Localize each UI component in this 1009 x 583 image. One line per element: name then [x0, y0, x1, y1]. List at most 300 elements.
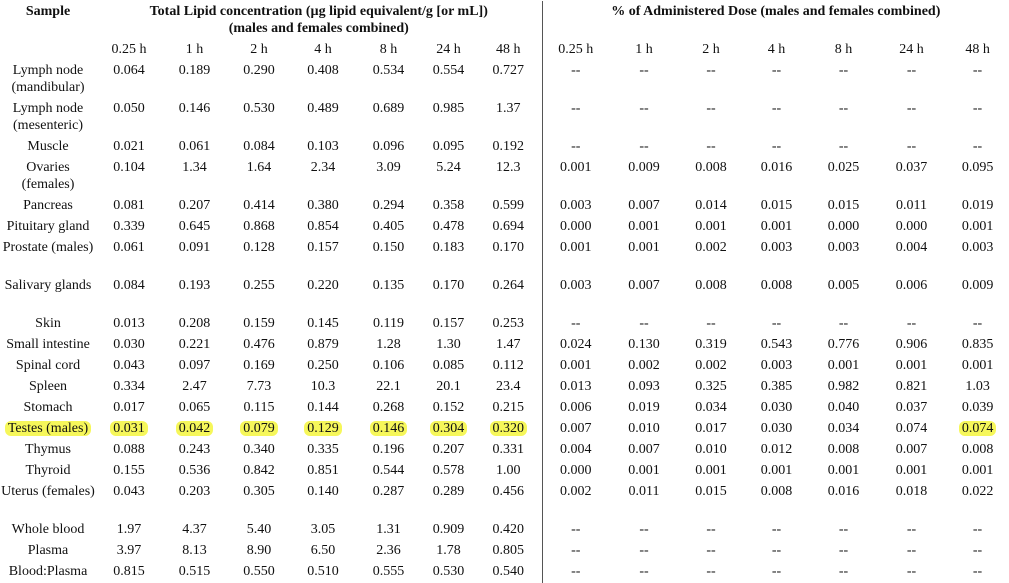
- cell-value: --: [906, 543, 917, 558]
- administered-dose-cell: [743, 440, 810, 461]
- lipid-concentration-cell: [162, 541, 227, 562]
- lipid-concentration-cell: [355, 356, 422, 377]
- lipid-concentration-cell: [355, 238, 422, 276]
- lipid-concentration-cell: [227, 520, 291, 541]
- cell-value: --: [906, 63, 917, 78]
- lipid-concentration-cell: [227, 419, 291, 440]
- cell-value: 3.05: [310, 522, 336, 537]
- administered-dose-cell: [810, 398, 877, 419]
- cell-value: 1.34: [182, 160, 207, 175]
- blank-header-cell: [0, 41, 96, 61]
- lipid-concentration-cell: [96, 440, 162, 461]
- administered-dose-cell: [542, 196, 609, 217]
- highlighted-value: 0.079: [240, 421, 278, 436]
- cell-value: 0.084: [113, 278, 145, 293]
- cell-value: --: [838, 543, 849, 558]
- cell-value: 0.334: [113, 379, 145, 394]
- cell-value: 0.112: [492, 358, 524, 373]
- cell-value: 0.001: [560, 358, 592, 373]
- administered-dose-cell: [679, 158, 743, 196]
- administered-dose-cell: [877, 335, 946, 356]
- administered-dose-cell: [946, 158, 1009, 196]
- cell-value: 0.253: [492, 316, 525, 331]
- administered-dose-cell: [946, 461, 1009, 482]
- lipid-concentration-cell: [96, 217, 162, 238]
- cell-value: 0.030: [760, 421, 793, 436]
- administered-dose-cell: [810, 377, 877, 398]
- cell-value: --: [639, 139, 649, 154]
- administered-dose-cell: [810, 217, 877, 238]
- cell-value: 0.001: [695, 463, 727, 478]
- cell-value: 0.196: [372, 442, 405, 457]
- cell-value: --: [972, 63, 983, 78]
- lipid-concentration-cell: [355, 314, 422, 335]
- table-row: [0, 440, 1009, 461]
- cell-value: 0.152: [432, 400, 465, 415]
- cell-value: Lymph node (mandibular): [11, 63, 85, 95]
- cell-value: 0.003: [760, 240, 793, 255]
- cell-value: 0.016: [827, 484, 860, 499]
- administered-dose-cell: [609, 419, 679, 440]
- cell-value: Small intestine: [6, 337, 90, 352]
- lipid-concentration-cell: [291, 398, 355, 419]
- administered-dose-cell: [877, 461, 946, 482]
- table-body: [0, 61, 1009, 583]
- cell-value: 0.339: [113, 219, 145, 234]
- cell-value: --: [706, 564, 716, 579]
- highlighted-value: 0.304: [430, 421, 468, 436]
- cell-value: 0.290: [243, 63, 275, 78]
- cell-value: 0.689: [372, 101, 405, 116]
- cell-value: 0.405: [372, 219, 405, 234]
- cell-value: 0.003: [827, 240, 860, 255]
- cell-value: 0.030: [760, 400, 793, 415]
- lipid-concentration-cell: [422, 377, 475, 398]
- cell-value: 2.47: [182, 379, 207, 394]
- administered-dose-cell: [877, 482, 946, 520]
- cell-value: 0.128: [243, 240, 275, 255]
- administered-dose-cell: [810, 482, 877, 520]
- lipid-concentration-cell: [227, 440, 291, 461]
- cell-value: 0.000: [560, 219, 592, 234]
- cell-value: 0.835: [961, 337, 994, 352]
- administered-dose-cell: [946, 398, 1009, 419]
- cell-value: 0.002: [628, 358, 660, 373]
- cell-value: 0.093: [628, 379, 660, 394]
- lipid-concentration-cell: [291, 541, 355, 562]
- administered-dose-cell: [743, 562, 810, 583]
- cell-value: 0.003: [961, 240, 994, 255]
- cell-value: 1.30: [436, 337, 461, 352]
- lipid-concentration-header-line1: Total Lipid concentration (µg lipid equivalent/g [or mL]): [149, 4, 488, 19]
- lipid-concentration-cell: [162, 217, 227, 238]
- lipid-concentration-cell: [355, 419, 422, 440]
- cell-value: --: [838, 522, 849, 537]
- lipid-concentration-cell: [291, 562, 355, 583]
- cell-value: 0.017: [113, 400, 145, 415]
- cell-value: 2.36: [376, 543, 401, 558]
- lipid-concentration-cell: [291, 61, 355, 99]
- cell-value: 0.157: [307, 240, 339, 255]
- lipid-concentration-cell: [227, 461, 291, 482]
- cell-value: 0.001: [560, 160, 592, 175]
- cell-value: 0.096: [372, 139, 405, 154]
- cell-value: Salivary glands: [4, 278, 92, 293]
- lipid-concentration-cell: [162, 461, 227, 482]
- table-row: [0, 335, 1009, 356]
- sample-name-cell: [0, 99, 96, 137]
- cell-value: Spleen: [28, 379, 68, 394]
- cell-value: 0.851: [307, 463, 339, 478]
- cell-value: --: [571, 522, 581, 537]
- lipid-concentration-cell: [422, 61, 475, 99]
- administered-dose-cell: [877, 314, 946, 335]
- cell-value: 0.815: [113, 564, 145, 579]
- cell-value: 20.1: [436, 379, 461, 394]
- administered-dose-cell: [877, 276, 946, 314]
- lipid-concentration-cell: [475, 99, 542, 137]
- table-row: [0, 158, 1009, 196]
- lipid-concentration-cell: [355, 99, 422, 137]
- cell-value: 0.220: [307, 278, 339, 293]
- administered-dose-cell: [743, 461, 810, 482]
- timepoint-header: 1 h: [635, 42, 653, 57]
- lipid-concentration-cell: [475, 61, 542, 99]
- cell-value: 0.001: [628, 219, 660, 234]
- cell-value: Pituitary gland: [6, 219, 90, 234]
- administered-dose-cell: [542, 276, 609, 314]
- cell-value: 0.510: [307, 564, 339, 579]
- cell-value: 0.331: [492, 442, 525, 457]
- cell-value: 0.879: [307, 337, 339, 352]
- administered-dose-cell: [877, 520, 946, 541]
- lipid-concentration-cell: [96, 314, 162, 335]
- cell-value: 0.414: [243, 198, 275, 213]
- table-row: [0, 196, 1009, 217]
- lipid-concentration-cell: [291, 196, 355, 217]
- cell-value: 0.022: [961, 484, 994, 499]
- cell-value: 0.016: [760, 160, 793, 175]
- administered-dose-cell: [609, 217, 679, 238]
- cell-value: 0.456: [492, 484, 525, 499]
- cell-value: 0.155: [113, 463, 145, 478]
- lipid-concentration-cell: [291, 276, 355, 314]
- cell-value: 0.021: [113, 139, 145, 154]
- lipid-concentration-cell: [162, 335, 227, 356]
- administered-dose-cell: [542, 356, 609, 377]
- administered-dose-cell: [609, 520, 679, 541]
- lipid-concentration-cell: [355, 562, 422, 583]
- administered-dose-cell: [542, 461, 609, 482]
- cell-value: 0.340: [243, 442, 275, 457]
- lipid-concentration-cell: [227, 335, 291, 356]
- timepoint-header: 8 h: [834, 42, 853, 57]
- cell-value: 0.115: [243, 400, 275, 415]
- cell-value: 0.003: [760, 358, 793, 373]
- lipid-concentration-cell: [422, 158, 475, 196]
- cell-value: 0.065: [178, 400, 211, 415]
- lipid-concentration-cell: [291, 482, 355, 520]
- cell-value: Spinal cord: [15, 358, 81, 373]
- administered-dose-cell: [609, 158, 679, 196]
- sample-name-cell: [0, 217, 96, 238]
- cell-value: 0.005: [827, 278, 860, 293]
- administered-dose-cell: [743, 356, 810, 377]
- cell-value: 0.207: [432, 442, 465, 457]
- cell-value: 0.001: [695, 219, 727, 234]
- administered-dose-cell: [946, 562, 1009, 583]
- administered-dose-header: % of Administered Dose (males and females combined): [611, 4, 941, 19]
- administered-dose-cell: [679, 238, 743, 276]
- cell-value: --: [838, 139, 849, 154]
- administered-dose-cell: [946, 314, 1009, 335]
- administered-dose-cell: [877, 158, 946, 196]
- lipid-concentration-cell: [422, 217, 475, 238]
- administered-dose-cell: [679, 314, 743, 335]
- cell-value: 0.017: [695, 421, 727, 436]
- lipid-concentration-cell: [96, 461, 162, 482]
- cell-value: 0.007: [628, 278, 660, 293]
- cell-value: 0.140: [307, 484, 339, 499]
- administered-dose-cell: [810, 158, 877, 196]
- table-row: [0, 276, 1009, 314]
- administered-dose-cell: [542, 482, 609, 520]
- administered-dose-cell: [679, 196, 743, 217]
- cell-value: 8.90: [246, 543, 272, 558]
- cell-value: 3.09: [376, 160, 401, 175]
- cell-value: 10.3: [310, 379, 336, 394]
- cell-value: 0.146: [178, 101, 211, 116]
- lipid-concentration-cell: [355, 461, 422, 482]
- sample-name-cell: [0, 335, 96, 356]
- cell-value: 0.906: [895, 337, 928, 352]
- cell-value: 0.097: [178, 358, 211, 373]
- table-row: [0, 314, 1009, 335]
- lipid-concentration-cell: [422, 335, 475, 356]
- lipid-concentration-cell: [355, 440, 422, 461]
- cell-value: 1.31: [376, 522, 401, 537]
- lipid-concentration-cell: [162, 377, 227, 398]
- lipid-concentration-cell: [96, 482, 162, 520]
- lipid-concentration-cell: [227, 377, 291, 398]
- header-row-timepoints: [0, 41, 1009, 61]
- cell-value: 0.008: [695, 160, 727, 175]
- cell-value: 0.515: [178, 564, 211, 579]
- lipid-concentration-cell: [227, 137, 291, 158]
- lipid-concentration-cell: [227, 356, 291, 377]
- cell-value: 8.13: [182, 543, 207, 558]
- administered-dose-cell: [743, 99, 810, 137]
- table-row: [0, 419, 1009, 440]
- lipid-concentration-cell: [422, 276, 475, 314]
- administered-dose-cell: [743, 196, 810, 217]
- cell-value: --: [906, 101, 917, 116]
- lipid-concentration-cell: [227, 196, 291, 217]
- lipid-concentration-cell: [475, 217, 542, 238]
- administered-dose-cell: [542, 314, 609, 335]
- cell-value: 0.192: [492, 139, 525, 154]
- administered-dose-cell: [679, 398, 743, 419]
- administered-dose-cell: [946, 482, 1009, 520]
- lipid-concentration-cell: [96, 398, 162, 419]
- sample-name-cell: [0, 377, 96, 398]
- cell-value: 0.776: [827, 337, 860, 352]
- administered-dose-cell: [679, 520, 743, 541]
- cell-value: 0.189: [178, 63, 211, 78]
- lipid-concentration-cell: [422, 440, 475, 461]
- administered-dose-cell: [743, 335, 810, 356]
- lipid-concentration-cell: [475, 440, 542, 461]
- lipid-concentration-cell: [291, 520, 355, 541]
- cell-value: 0.150: [372, 240, 405, 255]
- cell-value: 0.104: [113, 160, 145, 175]
- lipid-concentration-cell: [475, 137, 542, 158]
- cell-value: 2.34: [310, 160, 336, 175]
- sample-name-cell: [0, 419, 96, 440]
- highlighted-value: 0.129: [304, 421, 342, 436]
- administered-dose-cell: [877, 356, 946, 377]
- administered-dose-cell: [810, 541, 877, 562]
- lipid-concentration-cell: [291, 356, 355, 377]
- sample-name-cell: [0, 137, 96, 158]
- cell-value: Uterus (females): [1, 484, 95, 499]
- lipid-concentration-cell: [162, 137, 227, 158]
- cell-value: 0.000: [560, 463, 592, 478]
- cell-value: 0.034: [695, 400, 727, 415]
- lipid-concentration-cell: [96, 238, 162, 276]
- administered-dose-cell: [946, 377, 1009, 398]
- cell-value: 0.081: [113, 198, 145, 213]
- administered-dose-cell: [542, 440, 609, 461]
- administered-dose-cell: [810, 335, 877, 356]
- timepoint-header: 8 h: [379, 42, 398, 57]
- cell-value: 0.476: [243, 337, 275, 352]
- lipid-concentration-cell: [96, 276, 162, 314]
- lipid-concentration-cell: [355, 61, 422, 99]
- cell-value: 0.001: [560, 240, 592, 255]
- lipid-concentration-cell: [291, 314, 355, 335]
- administered-dose-cell: [609, 377, 679, 398]
- lipid-concentration-cell: [162, 238, 227, 276]
- cell-value: 0.534: [372, 63, 405, 78]
- highlighted-value: 0.074: [959, 421, 997, 436]
- cell-value: 0.289: [432, 484, 465, 499]
- cell-value: 0.169: [243, 358, 275, 373]
- cell-value: 6.50: [310, 543, 336, 558]
- administered-dose-cell: [877, 440, 946, 461]
- cell-value: 0.982: [827, 379, 860, 394]
- administered-dose-cell: [609, 137, 679, 158]
- table-row: [0, 137, 1009, 158]
- table-row: [0, 377, 1009, 398]
- cell-value: 0.018: [895, 484, 928, 499]
- administered-dose-cell: [542, 61, 609, 99]
- lipid-concentration-cell: [422, 419, 475, 440]
- lipid-concentration-cell: [162, 562, 227, 583]
- cell-value: --: [972, 316, 983, 331]
- lipid-concentration-cell: [422, 398, 475, 419]
- administered-dose-cell: [743, 61, 810, 99]
- cell-value: 0.001: [961, 358, 994, 373]
- lipid-concentration-cell: [475, 419, 542, 440]
- cell-value: 0.084: [243, 139, 275, 154]
- lipid-concentration-cell: [475, 398, 542, 419]
- cell-value: 0.478: [432, 219, 465, 234]
- administered-dose-cell: [946, 520, 1009, 541]
- administered-dose-cell: [609, 356, 679, 377]
- administered-dose-cell: [946, 217, 1009, 238]
- administered-dose-cell: [679, 377, 743, 398]
- cell-value: 0.550: [243, 564, 275, 579]
- administered-dose-cell: [679, 137, 743, 158]
- cell-value: 0.074: [895, 421, 928, 436]
- lipid-concentration-cell: [475, 356, 542, 377]
- administered-dose-cell: [743, 398, 810, 419]
- administered-dose-cell: [946, 440, 1009, 461]
- cell-value: 0.380: [307, 198, 339, 213]
- lipid-concentration-cell: [355, 158, 422, 196]
- timepoint-header: 24 h: [436, 42, 461, 57]
- lipid-concentration-cell: [162, 196, 227, 217]
- administered-dose-cell: [743, 137, 810, 158]
- administered-dose-cell: [609, 314, 679, 335]
- cell-value: 1.28: [376, 337, 401, 352]
- cell-value: 0.694: [492, 219, 525, 234]
- cell-value: 0.013: [113, 316, 145, 331]
- administered-dose-cell: [877, 419, 946, 440]
- cell-value: --: [639, 564, 649, 579]
- lipid-concentration-cell: [96, 99, 162, 137]
- cell-value: 0.085: [432, 358, 465, 373]
- cell-value: 0.985: [432, 101, 465, 116]
- table-row: [0, 238, 1009, 276]
- cell-value: 0.043: [113, 358, 145, 373]
- cell-value: 0.014: [695, 198, 727, 213]
- table-row: [0, 461, 1009, 482]
- cell-value: 0.207: [178, 198, 211, 213]
- cell-value: 0.039: [961, 400, 994, 415]
- highlighted-value: 0.042: [176, 421, 214, 436]
- administered-dose-cell: [946, 99, 1009, 137]
- cell-value: --: [771, 522, 782, 537]
- lipid-concentration-cell: [96, 377, 162, 398]
- timepoint-header: 24 h: [899, 42, 924, 57]
- cell-value: 1.97: [116, 522, 142, 537]
- administered-dose-cell: [743, 377, 810, 398]
- lipid-concentration-cell: [422, 461, 475, 482]
- sample-name-cell: [0, 356, 96, 377]
- lipid-concentration-cell: [227, 482, 291, 520]
- cell-value: --: [972, 522, 983, 537]
- cell-value: 0.358: [432, 198, 465, 213]
- cell-value: --: [639, 63, 649, 78]
- cell-value: 0.007: [560, 421, 592, 436]
- cell-value: 0.008: [961, 442, 994, 457]
- cell-value: 0.024: [560, 337, 592, 352]
- cell-value: 0.008: [827, 442, 860, 457]
- cell-value: 0.536: [178, 463, 211, 478]
- administered-dose-cell: [743, 158, 810, 196]
- cell-value: --: [771, 63, 782, 78]
- cell-value: 0.007: [895, 442, 928, 457]
- lipid-concentration-cell: [96, 562, 162, 583]
- timepoint-header: 2 h: [250, 42, 268, 57]
- cell-value: 0.001: [827, 463, 860, 478]
- sample-column-header: Sample: [25, 4, 71, 19]
- cell-value: 0.064: [113, 63, 145, 78]
- lipid-concentration-cell: [162, 61, 227, 99]
- lipid-concentration-cell: [475, 520, 542, 541]
